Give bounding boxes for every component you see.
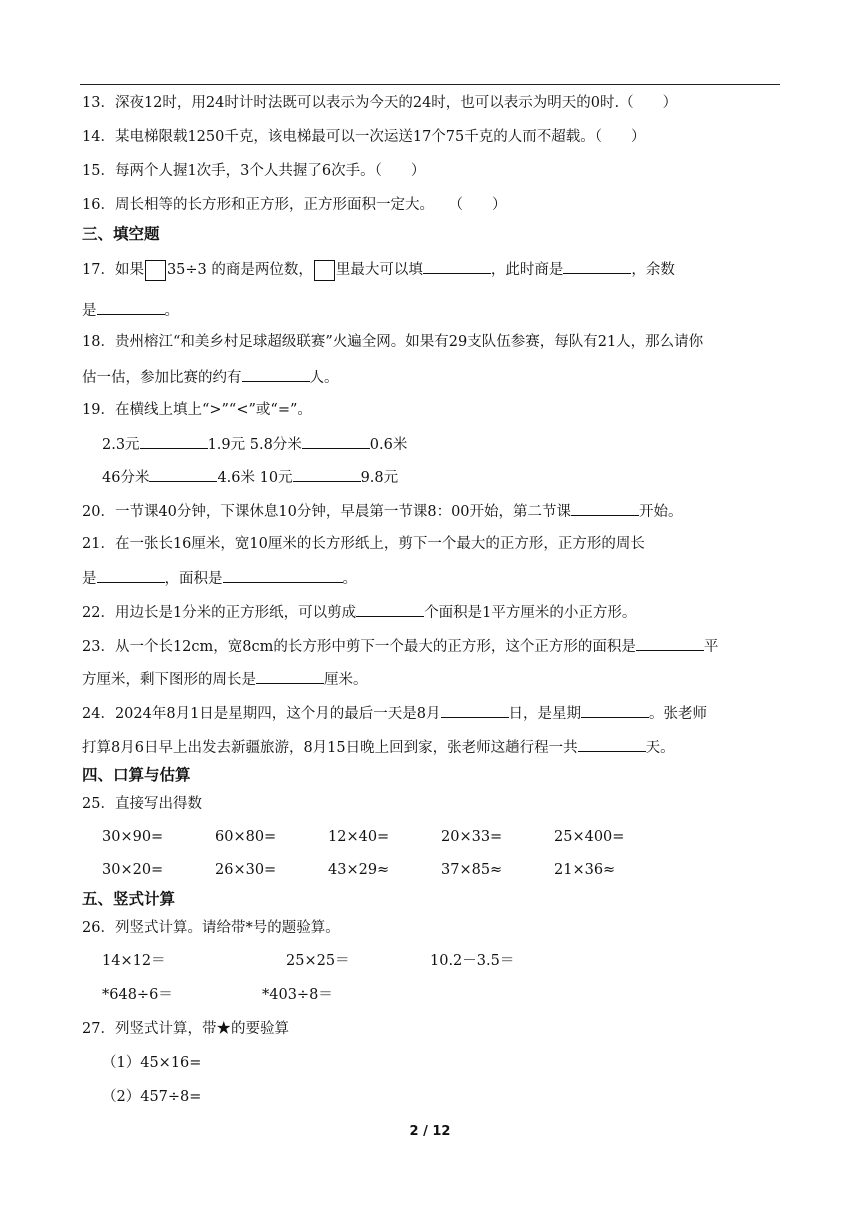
q27-title: 27．列竖式计算，带★的要验算 [82, 1021, 289, 1037]
q17-text-f: 是 [82, 303, 97, 319]
q24-text-d: 打算8月6日早上出发去新疆旅游，8月15日晚上回到家，张老师这趟行程一共 [82, 740, 578, 756]
question-19 [82, 400, 312, 420]
answer-blank[interactable] [242, 366, 310, 382]
answer-blank[interactable] [256, 668, 324, 684]
q17-text-g: 。 [164, 303, 179, 319]
section-3-heading: 三、填空题 [82, 225, 160, 243]
answer-blank[interactable] [149, 466, 217, 482]
question-19-row1 [102, 433, 407, 455]
question-27 [82, 1019, 289, 1039]
q17-text-c: 里最大可以填 [335, 262, 423, 278]
q17-text-d: ，此时商是 [490, 262, 564, 278]
question-25 [82, 794, 202, 814]
answer-blank[interactable] [581, 702, 649, 718]
q26-title: 26．列竖式计算。请给带*号的题验算。 [82, 920, 340, 936]
answer-blank[interactable] [140, 433, 208, 449]
question-23 [82, 635, 718, 657]
question-16 [82, 195, 506, 215]
question-15 [82, 161, 425, 181]
question-19-row2 [102, 466, 398, 488]
answer-blank[interactable] [563, 258, 631, 274]
q17-text-e: ，余数 [631, 262, 675, 278]
vertical-calc-item: *403÷8＝ [262, 987, 333, 1003]
oral-calc-item: 43×29≈ [328, 862, 390, 878]
q23-text-b: 平 [703, 639, 719, 655]
q27-part-1: （1）45×16= [102, 1055, 202, 1071]
q19-r1b: 1.9元 5.8分米 [207, 437, 302, 453]
q19-r2b: 4.6米 10元 [217, 470, 293, 486]
q18-text-line1: 18．贵州榕江“和美乡村足球超级联赛”火遍全网。如果有29支队伍参赛，每队有21人，那么请你 [82, 334, 704, 350]
oral-calc-item: 60×80= [215, 829, 277, 845]
answer-box[interactable] [145, 260, 166, 281]
q19-r1c: 0.6米 [369, 437, 408, 453]
vertical-calc-item: *648÷6＝ [102, 987, 173, 1003]
answer-blank[interactable] [293, 466, 361, 482]
q17-text-a: 17．如果 [82, 262, 144, 278]
question-22 [82, 601, 636, 623]
q21-text-b: ，面积是 [164, 571, 223, 587]
oral-calc-item: 25×400= [554, 829, 625, 845]
oral-calc-item: 20×33= [441, 829, 503, 845]
answer-blank[interactable] [356, 601, 424, 617]
oral-calc-item: 37×85≈ [441, 862, 503, 878]
oral-calc-item: 26×30= [215, 862, 277, 878]
answer-box[interactable] [314, 260, 335, 281]
question-23-cont [82, 668, 368, 690]
q23-text-a: 23．从一个长12cm，宽8cm的长方形中剪下一个最大的正方形，这个正方形的面积是 [82, 639, 636, 655]
q18-text-a: 估一估，参加比赛的约有 [82, 370, 242, 386]
q17-text-b: 35÷3 的商是两位数， [166, 262, 313, 278]
q22-text-b: 个面积是1平方厘米的小正方形。 [424, 605, 637, 621]
answer-blank[interactable] [223, 567, 343, 583]
question-13-text: 13．深夜12时，用24时计时法既可以表示为今天的24时，也可以表示为明天的0时.（ ） [82, 95, 678, 111]
q21-text-line1: 21．在一张长16厘米，宽10厘米的长方形纸上，剪下一个最大的正方形，正方形的周长 [82, 536, 645, 552]
vertical-calc-item: 14×12＝ [102, 953, 166, 969]
oral-calc-item: 30×90= [102, 829, 164, 845]
question-15-text: 15．每两个人握1次手，3个人共握了6次手。（ ） [82, 163, 426, 179]
q21-text-a: 是 [82, 571, 97, 587]
vertical-calc-item: 25×25＝ [286, 953, 350, 969]
section-4-heading: 四、口算与估算 [82, 766, 191, 784]
question-20 [82, 500, 683, 522]
q27-part-2: （2）457÷8= [102, 1089, 202, 1105]
q19-r2a: 46分米 [102, 470, 150, 486]
q25-title: 25．直接写出得数 [82, 796, 202, 812]
section-5-heading: 五、竖式计算 [82, 890, 176, 908]
q19-title: 19．在横线上填上“>”“<”或“=”。 [82, 402, 312, 418]
question-17-cont [82, 299, 179, 321]
question-14 [82, 127, 646, 147]
q24-text-c: 。张老师 [649, 706, 708, 722]
header-rule [80, 84, 780, 85]
question-13 [82, 93, 677, 113]
answer-blank[interactable] [636, 635, 704, 651]
answer-blank[interactable] [302, 433, 370, 449]
answer-blank[interactable] [97, 567, 165, 583]
question-18-cont [82, 366, 339, 388]
question-26 [82, 918, 340, 938]
q18-text-b: 人。 [309, 370, 339, 386]
q20-text-b: 开始。 [639, 504, 683, 520]
answer-blank[interactable] [578, 736, 646, 752]
question-21 [82, 534, 645, 554]
vertical-calc-item: 10.2－3.5＝ [430, 953, 515, 969]
oral-calc-item: 21×36≈ [554, 862, 616, 878]
q19-r1a: 2.3元 [102, 437, 140, 453]
answer-blank[interactable] [423, 258, 491, 274]
answer-blank[interactable] [97, 299, 165, 315]
oral-calc-item: 30×20= [102, 862, 164, 878]
q19-r2c: 9.8元 [360, 470, 399, 486]
q20-text-a: 20．一节课40分钟，下课休息10分钟，早晨第一节课8：00开始，第二节课 [82, 504, 572, 520]
q24-text-a: 24．2024年8月1日是星期四，这个月的最后一天是8月 [82, 706, 441, 722]
q22-text-a: 22．用边长是1分米的正方形纸，可以剪成 [82, 605, 357, 621]
q24-text-b: 日，是星期 [508, 706, 582, 722]
question-18 [82, 332, 703, 352]
answer-blank[interactable] [571, 500, 639, 516]
page-number: 2 / 12 [409, 1124, 451, 1139]
q24-text-e: 天。 [645, 740, 675, 756]
question-24-cont [82, 736, 675, 758]
question-14-text: 14．某电梯限载1250千克，该电梯最可以一次运送17个75千克的人而不超载。（ ） [82, 129, 646, 145]
q23-text-d: 厘米。 [324, 672, 368, 688]
q21-text-c: 。 [342, 571, 357, 587]
question-24 [82, 702, 707, 724]
answer-blank[interactable] [441, 702, 509, 718]
q23-text-c: 方厘米，剩下图形的周长是 [82, 672, 256, 688]
question-21-cont [82, 567, 357, 589]
oral-calc-item: 12×40= [328, 829, 390, 845]
question-17 [82, 258, 675, 281]
question-16-text: 16．周长相等的长方形和正方形，正方形面积一定大。 （ ） [82, 197, 507, 213]
